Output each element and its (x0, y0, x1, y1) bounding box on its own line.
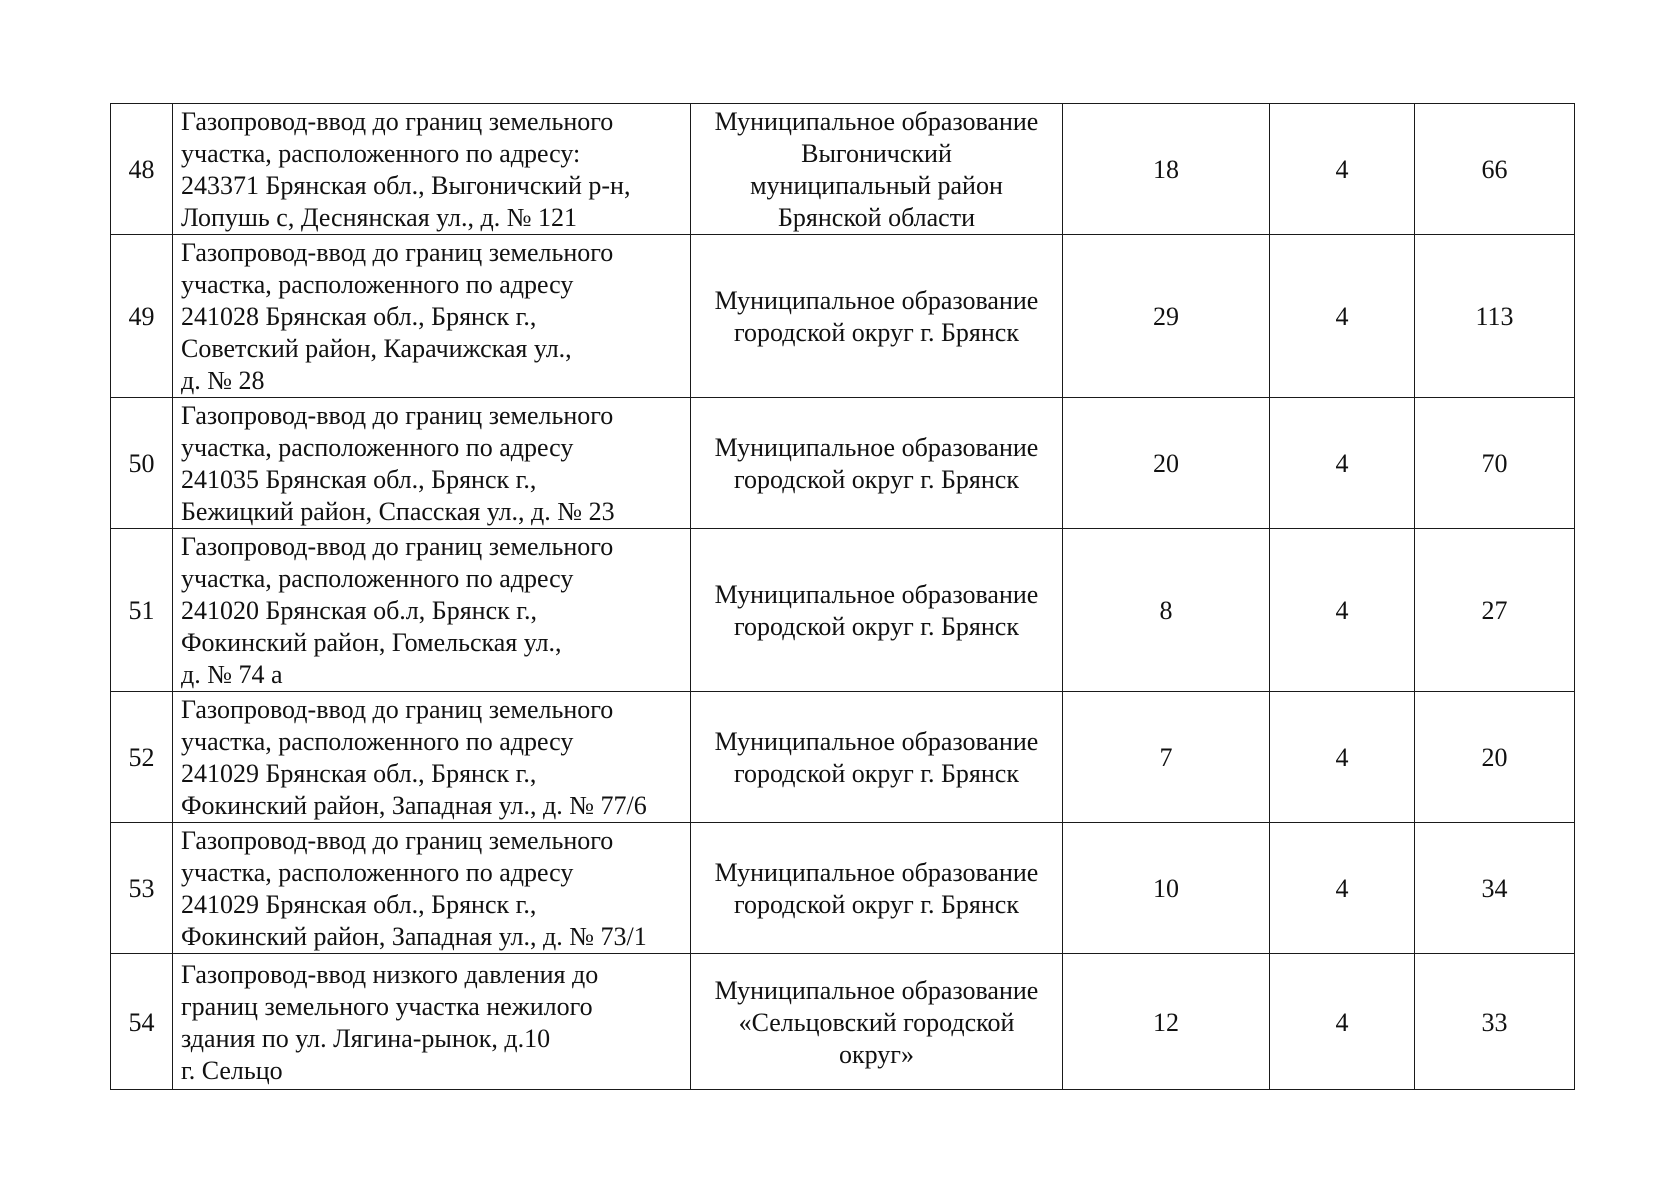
value-col-5: 4 (1270, 398, 1415, 529)
object-description: Газопровод-ввод до границ земельного участка, расположенного по адресу 241029 Брянская обл., Брянск г., Фокинский район, Западная ул., д. № 77/6 (173, 692, 691, 823)
row-number: 48 (111, 104, 173, 235)
value-col-5: 4 (1270, 529, 1415, 692)
value-col-5: 4 (1270, 954, 1415, 1090)
object-description: Газопровод-ввод до границ земельного участка, расположенного по адресу 241029 Брянская обл., Брянск г., Фокинский район, Западная ул., д. № 73/1 (173, 823, 691, 954)
value-col-6: 27 (1415, 529, 1575, 692)
value-col-4: 8 (1063, 529, 1270, 692)
row-number: 53 (111, 823, 173, 954)
value-col-4: 12 (1063, 954, 1270, 1090)
value-col-4: 29 (1063, 235, 1270, 398)
owner-municipality: Муниципальное образование городской округ г. Брянск (691, 823, 1063, 954)
owner-municipality: Муниципальное образование городской округ г. Брянск (691, 235, 1063, 398)
table-row (111, 823, 1575, 954)
row-number: 50 (111, 398, 173, 529)
gas-pipeline-table (110, 103, 1575, 1090)
table-row (111, 529, 1575, 692)
row-number: 52 (111, 692, 173, 823)
owner-municipality: Муниципальное образование городской округ г. Брянск (691, 529, 1063, 692)
table-row (111, 692, 1575, 823)
owner-municipality: Муниципальное образование городской округ г. Брянск (691, 398, 1063, 529)
value-col-6: 113 (1415, 235, 1575, 398)
value-col-6: 70 (1415, 398, 1575, 529)
object-description: Газопровод-ввод до границ земельного участка, расположенного по адресу: 243371 Брянская обл., Выгоничский р-н, Лопушь с, Деснянская ул., д. № 121 (173, 104, 691, 235)
value-col-6: 34 (1415, 823, 1575, 954)
object-description: Газопровод-ввод до границ земельного участка, расположенного по адресу 241035 Брянская обл., Брянск г., Бежицкий район, Спасская ул., д. № 23 (173, 398, 691, 529)
object-description: Газопровод-ввод низкого давления до границ земельного участка нежилого здания по ул. Лягина-рынок, д.10 г. Сельцо (173, 954, 691, 1090)
value-col-6: 20 (1415, 692, 1575, 823)
value-col-5: 4 (1270, 823, 1415, 954)
owner-municipality: Муниципальное образование городской округ г. Брянск (691, 692, 1063, 823)
value-col-4: 18 (1063, 104, 1270, 235)
owner-municipality: Муниципальное образование «Сельцовский городской округ» (691, 954, 1063, 1090)
row-number: 51 (111, 529, 173, 692)
table-row (111, 398, 1575, 529)
value-col-5: 4 (1270, 692, 1415, 823)
value-col-4: 10 (1063, 823, 1270, 954)
value-col-5: 4 (1270, 104, 1415, 235)
row-number: 54 (111, 954, 173, 1090)
value-col-5: 4 (1270, 235, 1415, 398)
object-description: Газопровод-ввод до границ земельного участка, расположенного по адресу 241020 Брянская об.л, Брянск г., Фокинский район, Гомельская ул., д. № 74 а (173, 529, 691, 692)
table-row (111, 235, 1575, 398)
value-col-4: 7 (1063, 692, 1270, 823)
table-row (111, 954, 1575, 1090)
value-col-4: 20 (1063, 398, 1270, 529)
value-col-6: 66 (1415, 104, 1575, 235)
object-description: Газопровод-ввод до границ земельного участка, расположенного по адресу 241028 Брянская обл., Брянск г., Советский район, Карачижская ул., д. № 28 (173, 235, 691, 398)
row-number: 49 (111, 235, 173, 398)
table-row (111, 104, 1575, 235)
value-col-6: 33 (1415, 954, 1575, 1090)
owner-municipality: Муниципальное образование Выгоничский муниципальный район Брянской области (691, 104, 1063, 235)
